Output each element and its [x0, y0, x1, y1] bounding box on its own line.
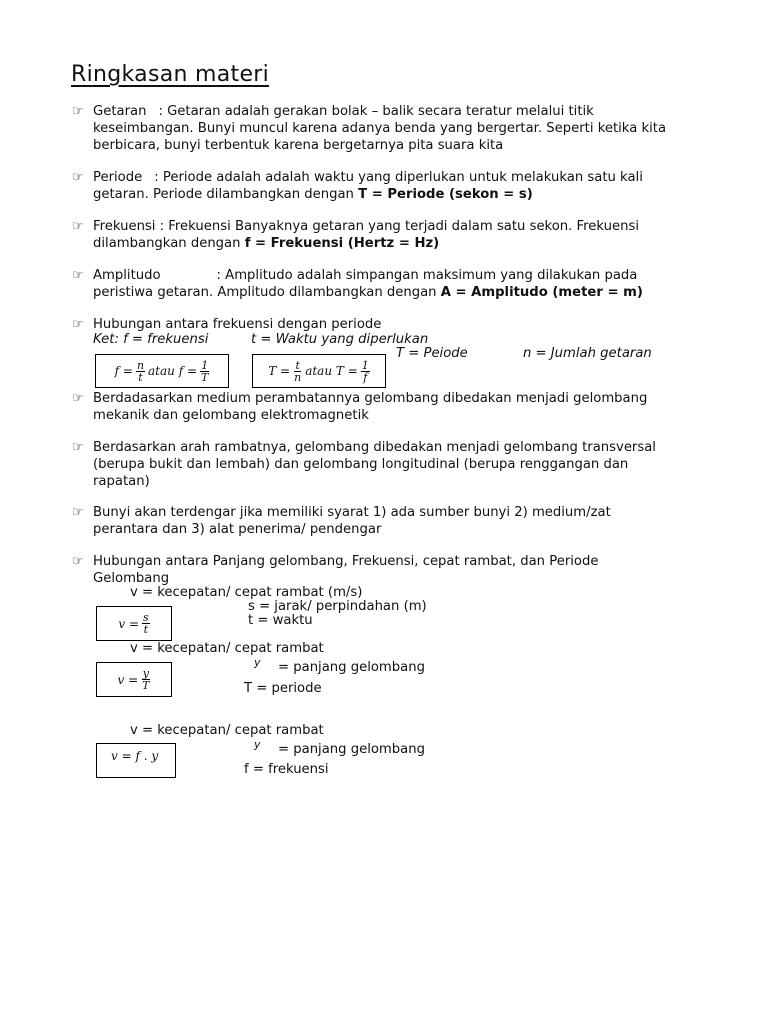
formula-text: v = f . y	[111, 749, 159, 763]
pointing-hand-icon: ☞	[72, 317, 84, 332]
pointing-hand-icon: ☞	[72, 440, 84, 455]
fraction	[141, 668, 150, 691]
legend-v3-kecepatan: v = kecepatan/ cepat rambat	[130, 723, 324, 738]
legend-v3-symbol: y	[254, 738, 261, 751]
hubungan1-text: Hubungan antara frekuensi dengan periode	[93, 317, 382, 332]
getaran-text-3: berbicara, bunyi terbentuk karena bergetarnya pita suara kita	[93, 138, 504, 153]
pointing-hand-icon: ☞	[72, 104, 84, 119]
amplitudo-symbol: A = Amplitudo (meter = m)	[440, 285, 643, 300]
numerator: s	[143, 611, 149, 624]
legend-v1-waktu: t = waktu	[248, 613, 313, 628]
numerator: t	[295, 358, 300, 372]
term-periode: Periode	[93, 170, 143, 185]
legend-v2-symbol: y	[254, 656, 261, 669]
legend-v2-kecepatan: v = kecepatan/ cepat rambat	[130, 641, 324, 656]
periode-text-2: getaran. Periode dilambangkan dengan	[93, 187, 359, 202]
arah-text-2: (berupa bukit dan lembah) dan gelombang longitudinal (berupa renggangan dan	[93, 457, 629, 472]
ket-frekuensi: Ket: f = frekuensi	[93, 332, 209, 347]
medium-text-2: mekanik dan gelombang elektromagnetik	[93, 408, 369, 423]
bunyi-text-2: perantara dan 3) alat penerima/ pendengar	[93, 522, 382, 537]
numerator: 1	[361, 358, 369, 372]
periode-symbol: T = Periode (sekon = s)	[358, 187, 533, 202]
legend-v1-jarak: s = jarak/ perpindahan (m)	[248, 599, 427, 614]
fraction	[361, 360, 370, 383]
pointing-hand-icon: ☞	[72, 554, 84, 569]
denominator: t	[138, 370, 143, 384]
amplitudo-text-1: : Amplitudo adalah simpangan maksimum yang dilakukan pada	[216, 268, 638, 283]
pointing-hand-icon: ☞	[72, 219, 84, 234]
legend-v3-frekuensi: f = frekuensi	[244, 762, 329, 777]
legend-v2-panjang: = panjang gelombang	[278, 660, 425, 675]
denominator: T	[142, 679, 150, 692]
ket-waktu: t = Waktu yang diperlukan	[251, 332, 429, 347]
legend-v3-panjang: = panjang gelombang	[278, 742, 425, 757]
formula-lhs: v =	[118, 616, 139, 631]
term-amplitudo: Amplitudo	[93, 268, 161, 283]
formula-v-f-y	[96, 743, 176, 778]
ket-jumlah-getaran: n = Jumlah getaran	[523, 346, 652, 361]
pointing-hand-icon: ☞	[72, 391, 84, 406]
formula-frekuensi	[95, 354, 229, 388]
arah-text-1: Berdasarkan arah rambatnya, gelombang dibedakan menjadi gelombang transversal	[93, 440, 656, 455]
page-title: Ringkasan materi	[71, 62, 270, 87]
hubungan2-text-1: Hubungan antara Panjang gelombang, Frekuensi, cepat rambat, dan Periode	[93, 554, 599, 569]
frekuensi-text-2: dilambangkan dengan	[93, 236, 245, 251]
formula-v-s-t	[96, 606, 172, 641]
getaran-text-2: keseimbangan. Bunyi muncul karena adanya benda yang bergertar. Seperti ketika kita	[93, 121, 667, 136]
formula-atau: atau T =	[305, 364, 358, 378]
fraction	[293, 360, 302, 383]
numerator: n	[136, 358, 145, 372]
formula-atau: atau f =	[148, 364, 198, 378]
pointing-hand-icon: ☞	[72, 170, 84, 185]
formula-periode	[252, 354, 386, 388]
denominator: t	[143, 623, 149, 636]
periode-text-1: : Periode adalah adalah waktu yang diperlukan untuk melakukan satu kali	[154, 170, 643, 185]
bunyi-text-1: Bunyi akan terdengar jika memiliki syarat 1) ada sumber bunyi 2) medium/zat	[93, 505, 611, 520]
term-getaran: Getaran	[93, 104, 147, 119]
formula-lhs: T =	[268, 364, 291, 378]
fraction	[200, 360, 209, 383]
pointing-hand-icon: ☞	[72, 505, 84, 520]
fraction	[136, 360, 145, 383]
ket-periode: T = Peiode	[396, 346, 468, 361]
formula-v-y-T	[96, 662, 172, 697]
formula-lhs: f =	[114, 364, 133, 378]
denominator: f	[363, 370, 368, 384]
frekuensi-symbol: f = Frekuensi (Hertz = Hz)	[244, 236, 440, 251]
frekuensi-text-1: Frekuensi : Frekuensi Banyaknya getaran yang terjadi dalam satu sekon. Frekuensi	[93, 219, 640, 234]
hubungan2-text-2: Gelombang	[93, 571, 170, 586]
denominator: T	[201, 370, 209, 384]
fraction	[142, 612, 150, 635]
pointing-hand-icon: ☞	[72, 268, 84, 283]
amplitudo-text-2: peristiwa getaran. Amplitudo dilambangkan dengan	[93, 285, 441, 300]
medium-text-1: Berdadasarkan medium perambatannya gelombang dibedakan menjadi gelombang	[93, 391, 648, 406]
legend-v1-kecepatan: v = kecepatan/ cepat rambat (m/s)	[130, 585, 363, 600]
formula-lhs: v =	[117, 672, 139, 687]
numerator: y	[142, 667, 149, 680]
arah-text-3: rapatan)	[93, 474, 150, 489]
numerator: 1	[201, 358, 209, 372]
denominator: n	[294, 370, 302, 384]
legend-v2-periode: T = periode	[244, 681, 322, 696]
getaran-text-1: : Getaran adalah gerakan bolak – balik secara teratur melalui titik	[158, 104, 594, 119]
